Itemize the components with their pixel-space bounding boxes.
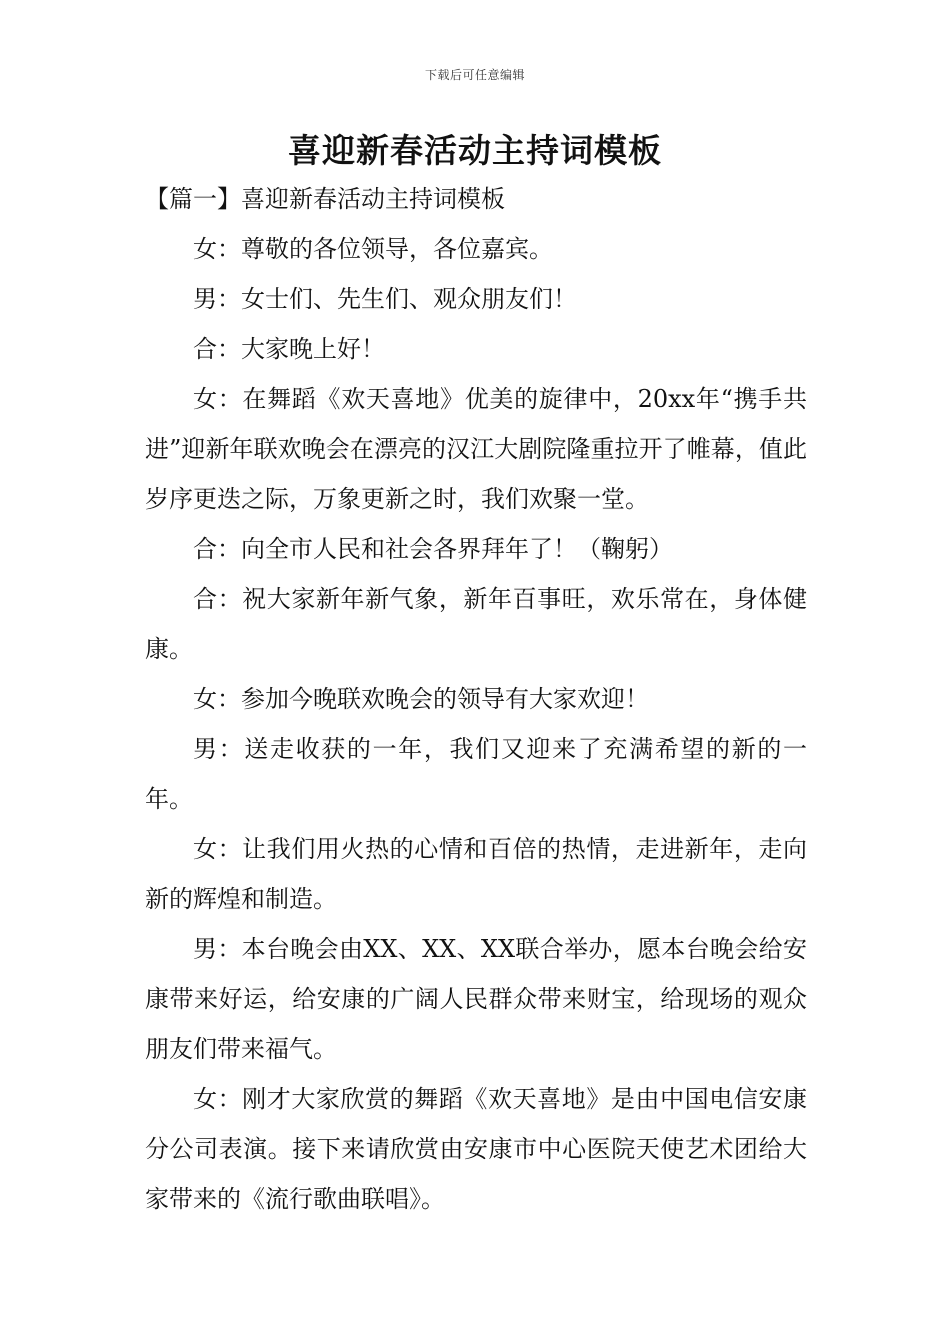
paragraph: 女：在舞蹈《欢天喜地》优美的旋律中，20xx年“携手共进”迎新年联欢晚会在漂亮的汉江大剧院隆重拉开了帷幕，值此岁序更迭之际，万象更新之时，我们欢聚一堂。	[145, 385, 807, 513]
paragraph: 女：让我们用火热的心情和百倍的热情，走进新年，走向新的辉煌和制造。	[145, 835, 807, 913]
paragraph: 女：参加今晚联欢晚会的领导有大家欢迎！	[193, 685, 649, 713]
document-title: 喜迎新春活动主持词模板	[288, 131, 662, 170]
paragraph: 男：女士们、先生们、观众朋友们！	[193, 285, 577, 313]
header-note: 下载后可任意编辑	[424, 68, 525, 82]
paragraph: 合：向全市人民和社会各界拜年了！（鞠躬）	[193, 535, 673, 563]
paragraph: 合：祝大家新年新气象，新年百事旺，欢乐常在，身体健康。	[145, 585, 807, 663]
document-body	[145, 174, 807, 1224]
section-heading: 【篇一】喜迎新春活动主持词模板	[145, 185, 505, 213]
paragraph: 男：送走收获的一年，我们又迎来了充满希望的新的一年。	[145, 735, 807, 813]
paragraph: 男：本台晚会由XX、XX、XX联合举办，愿本台晚会给安康带来好运，给安康的广阔人民群众带来财宝，给现场的观众朋友们带来福气。	[145, 935, 807, 1063]
paragraph: 女：尊敬的各位领导，各位嘉宾。	[193, 235, 553, 263]
paragraph: 女：刚才大家欣赏的舞蹈《欢天喜地》是由中国电信安康分公司表演。接下来请欣赏由安康市中心医院天使艺术团给大家带来的《流行歌曲联唱》。	[145, 1085, 807, 1213]
paragraph: 合：大家晚上好！	[193, 335, 385, 363]
